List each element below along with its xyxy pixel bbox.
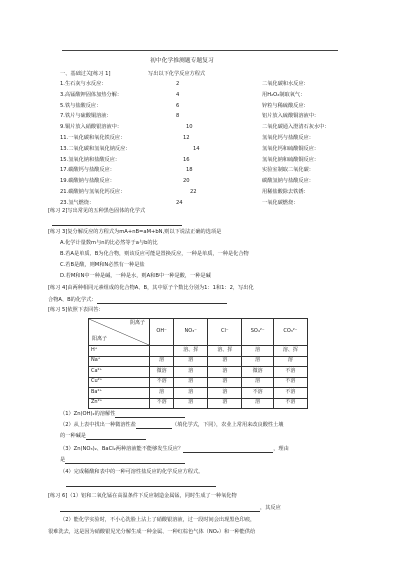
- equation-number: 16: [183, 156, 190, 163]
- equation-right-item: 一氧化碳燃烧：: [262, 199, 299, 206]
- question-1: （1）Zn(OH)₂的溶解性: [60, 411, 185, 418]
- exercise-3-option-a: A.化学计量数m与n的比必然等于a与b的比: [60, 240, 158, 246]
- table-cell: 微溶: [150, 367, 174, 378]
- table-cell: 溶、挥: [174, 346, 208, 357]
- section-heading: 一、基础过关[练习 1]: [60, 71, 111, 77]
- equation-number: 4: [176, 91, 180, 98]
- equation-right-item: 氢氧化钠和硫酸铜反应：: [262, 156, 320, 163]
- equation-right-item: 实验室制取二氧化碳：: [262, 167, 314, 174]
- table-row: [89, 356, 308, 367]
- table-cell: 溶: [208, 377, 242, 388]
- question-2: （2）从上表中找出一种微溶性盐 （填化学式，下同），农业上常用来改良酸性土壤: [60, 422, 284, 429]
- equation-right-item: 锌粒与稀硫酸反应：: [262, 102, 309, 109]
- equation-number: 8: [176, 113, 180, 120]
- exercise-6-line-2: ，其反应: [60, 505, 281, 512]
- page-title: 初中化学推测题专题复习: [150, 58, 214, 64]
- exercise-6-line-3: （2）能化学实验时，不小心洗脸上沾上了硝酸银溶液，过一段时间会出现黑色印痕，: [60, 517, 256, 523]
- equation-right-item: 用稀盐酸除去铁锈：: [262, 189, 309, 195]
- table-cell: 不溶: [150, 398, 174, 409]
- exercise-6-line-1: [练习 6]（1）铝和二氧化锰在高温条件下反应制造金属锰，同时生成了一种氧化物: [48, 493, 237, 499]
- question-3-continued: 是: [60, 457, 185, 464]
- equation-number: 20: [183, 178, 190, 185]
- equation-left-item: 5.铁与盐酸反应：: [60, 102, 102, 109]
- exercise-3-intro: [练习 3]复分解反应的方程式为mA+nB=aM+bN,则以下说法正确的选项是: [48, 229, 222, 235]
- section-task: 写出以下化学反应方程式: [148, 71, 206, 77]
- table-cation: Na⁺: [89, 356, 150, 367]
- table-cation: Zn²⁺: [89, 398, 150, 409]
- exercise-5: [练习 5]依照下表回答：: [48, 307, 104, 313]
- exercise-3-option-b: B.若A是单质、B为化合物，则该反应可能是置换反应，一种是单质，一种是化合物: [60, 251, 249, 257]
- table-cell: 溶、挥: [208, 346, 242, 357]
- table-cell: 溶: [208, 388, 242, 399]
- equation-right-item: 氢氧化钙与盐酸反应：: [262, 135, 314, 141]
- table-row: [89, 377, 308, 388]
- equation-right-item: 铝片放入硫酸铜溶液中：: [262, 113, 320, 120]
- table-cell: 溶: [242, 398, 273, 409]
- table-cell: 溶: [174, 398, 208, 409]
- equation-number: 22: [190, 189, 197, 195]
- solubility-table-body: [89, 346, 308, 409]
- table-row: [89, 398, 308, 409]
- corner-anion-label: 阴离子: [129, 320, 145, 326]
- solubility-table: [88, 318, 308, 409]
- table-cell: 溶: [242, 346, 273, 357]
- equation-right-item: 二氧化碳通入澄清石灰水中：: [262, 124, 330, 131]
- table-header-anion: NO₃⁻: [174, 319, 208, 346]
- table-row: [89, 388, 308, 399]
- equation-right-item: 用H₂O₂制取氧气：: [262, 91, 306, 98]
- table-cell: 溶: [174, 377, 208, 388]
- equation-left-item: 3.高锰酸钾固体加热分解：: [60, 91, 123, 98]
- exercise-3-option-d: D.若M和N中一种是碱，一种是水，则A和B中一种是酸，一种是碱: [60, 273, 211, 279]
- question-4: （4）完成稀酸和表中的一种可溶性盐反应的化学反应方程式。: [60, 469, 204, 475]
- equation-number: 14: [193, 145, 200, 152]
- table-cell: 不溶: [273, 367, 307, 378]
- exercise-3-option-c: C.若B是酸，则M和N必然有一种是盐: [60, 262, 145, 268]
- table-cation: Ca²⁺: [89, 367, 150, 378]
- exercise-4-line-1: [练习 4]由两种相同元素组成的化合物A、B，其中原子个数比分别为1：1和1：2，写出化: [48, 285, 254, 291]
- exercise-4-line-2: 合物A、B的化学式：: [48, 297, 227, 304]
- equation-left-item: 7.铁片与硫酸铜溶液：: [60, 113, 112, 120]
- table-header-anion: OH⁻: [150, 319, 174, 346]
- table-header-anion: CO₃²⁻: [273, 319, 307, 346]
- question-2-continued: 的一种碱是: [60, 433, 146, 440]
- table-header-anion: SO₄²⁻: [242, 319, 273, 346]
- table-cell: 溶: [242, 377, 273, 388]
- table-cell: 溶: [150, 356, 174, 367]
- exercise-2: [练习 2]写出常见的五种黑色固体的化学式: [48, 208, 146, 214]
- header-rule: [62, 50, 338, 51]
- table-header-anion: Cl⁻: [208, 319, 242, 346]
- exercise-2-answer-line: [52, 219, 182, 226]
- question-3: （3）Zn(NO₃)₂、BaCl₂两种溶液能不能够发生反应？ ，理由: [60, 446, 289, 453]
- equation-left-item: 9.铜片放入硝酸银溶液中：: [60, 124, 123, 131]
- equation-number: 6: [176, 102, 180, 109]
- equation-left-item: 1.生石灰与水反应：: [60, 81, 107, 87]
- equation-left-item: 19.碳酸钠与盐酸反应：: [60, 178, 115, 185]
- table-cell: 微溶: [242, 367, 273, 378]
- table-cell: 溶: [150, 388, 174, 399]
- equation-left-item: 23.氢气燃烧：: [60, 199, 95, 206]
- table-cell: 溶: [208, 356, 242, 367]
- table-cell: 不溶: [273, 398, 307, 409]
- table-cell: 不溶: [150, 377, 174, 388]
- table-cell: 溶、挥: [273, 346, 307, 357]
- table-row: [89, 346, 308, 357]
- equation-number: 10: [186, 124, 193, 131]
- equation-number: 2: [176, 81, 180, 87]
- table-cell: 溶: [273, 356, 307, 367]
- equation-left-item: 13.二氧化碳和氢氧化钠反应：: [60, 145, 131, 152]
- table-cation: Ba²⁺: [89, 388, 150, 399]
- equation-number: 12: [183, 135, 190, 141]
- equation-number: 18: [186, 167, 193, 174]
- equation-left-item: 21.碳酸钠与氢氧化钙反应：: [60, 189, 126, 195]
- table-corner-cell: [89, 319, 150, 346]
- table-cell: [150, 346, 174, 357]
- equation-left-item: 15.氢氧化钠和盐酸反应：: [60, 156, 121, 163]
- question-4-answer-line: [66, 480, 216, 487]
- equation-right-item: 二氧化碳和水反应：: [262, 81, 309, 87]
- table-cell: 溶: [174, 356, 208, 367]
- table-cell: 溶: [208, 398, 242, 409]
- table-row: [89, 367, 308, 378]
- equation-left-item: 17.碳酸钙与盐酸反应：: [60, 167, 115, 174]
- table-cell: 不溶: [242, 388, 273, 399]
- exercise-6-line-4: 很难洗去，这是因为硝酸银见光分解生成一种金属、一种红棕色气体（NO₂）和一种能供给: [48, 529, 256, 535]
- table-cell: 不溶: [273, 388, 307, 399]
- equation-right-item: 氢氧化钙和硫酸铜反应：: [262, 145, 320, 152]
- table-cell: 溶: [174, 388, 208, 399]
- table-cell: 溶: [208, 367, 242, 378]
- corner-cation-label: 阳离子: [92, 336, 108, 343]
- table-cell: 溶: [242, 356, 273, 367]
- equation-left-item: 11.一氧化碳和氧化铁反应：: [60, 135, 126, 141]
- equation-number: 24: [176, 199, 183, 206]
- table-cation: Cu²⁺: [89, 377, 150, 388]
- table-cell: 不溶: [273, 377, 307, 388]
- equation-right-item: 碳酸氢钠与盐酸反应：: [262, 178, 314, 185]
- table-cation: H⁺: [89, 346, 150, 357]
- table-cell: 溶: [174, 367, 208, 378]
